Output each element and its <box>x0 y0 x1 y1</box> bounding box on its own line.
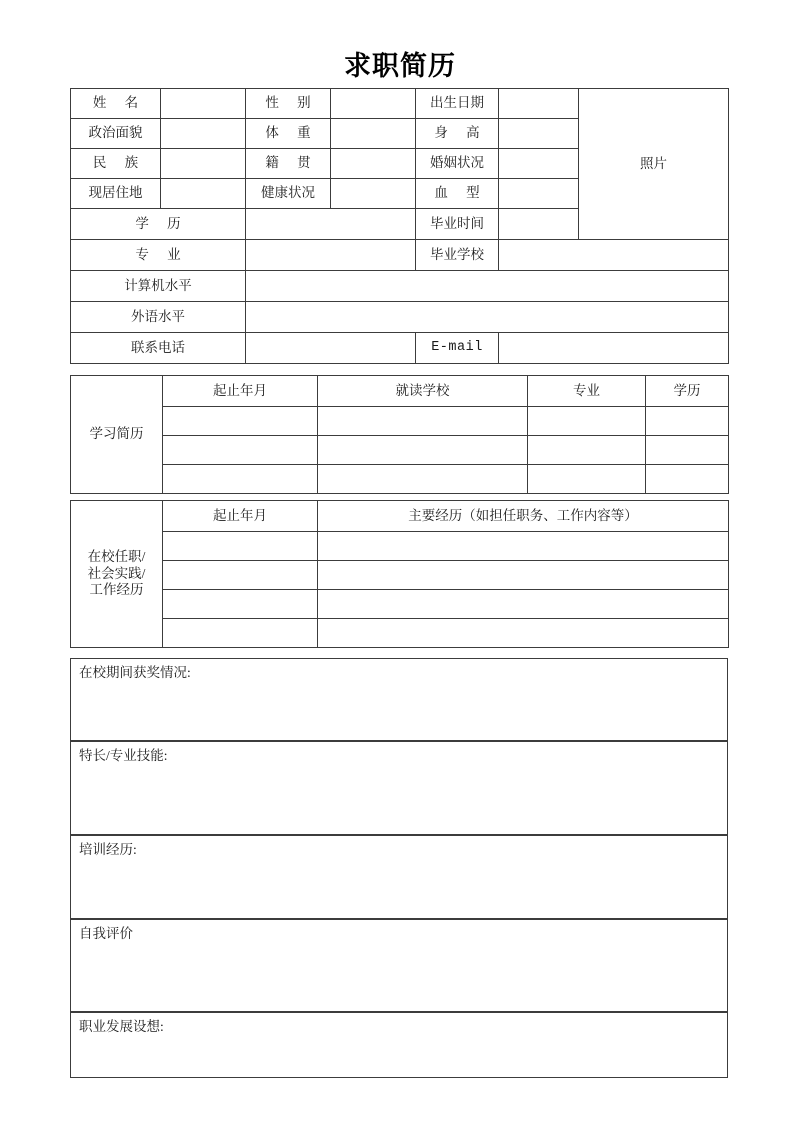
field-label-weight: 体 重 <box>246 119 331 149</box>
cell-period[interactable] <box>163 407 318 436</box>
cell-degree[interactable] <box>646 465 729 494</box>
table-row <box>71 302 729 333</box>
field-label-health: 健康状况 <box>246 179 331 209</box>
cell-period[interactable] <box>163 465 318 494</box>
cell-major[interactable] <box>528 465 646 494</box>
cell-main-experience[interactable] <box>318 619 729 648</box>
cell-degree[interactable] <box>646 407 729 436</box>
cell-major[interactable] <box>528 407 646 436</box>
section-caption-awards: 在校期间获奖情况: <box>79 665 191 680</box>
field-input-birthdate[interactable] <box>499 89 579 119</box>
field-input-graduation-school[interactable] <box>499 240 729 271</box>
column-header-period: 起止年月 <box>163 376 318 407</box>
cell-school[interactable] <box>318 465 528 494</box>
section-caption-skills: 特长/专业技能: <box>79 748 168 763</box>
study-history-table <box>70 375 729 494</box>
table-row <box>71 532 729 561</box>
field-label-computer-skill: 计算机水平 <box>71 271 246 302</box>
cell-period[interactable] <box>163 619 318 648</box>
field-input-marital-status[interactable] <box>499 149 579 179</box>
cell-period[interactable] <box>163 561 318 590</box>
table-row <box>71 240 729 271</box>
section-label-line: 工作经历 <box>89 582 144 598</box>
cell-main-experience[interactable] <box>318 590 729 619</box>
column-header-degree: 学历 <box>646 376 729 407</box>
section-awards[interactable] <box>70 658 728 741</box>
field-input-weight[interactable] <box>331 119 416 149</box>
field-label-marital-status: 婚姻状况 <box>416 149 499 179</box>
column-header-school: 就读学校 <box>318 376 528 407</box>
photo-placeholder[interactable]: 照片 <box>579 89 729 240</box>
section-career-plan[interactable] <box>70 1012 728 1078</box>
cell-degree[interactable] <box>646 436 729 465</box>
cell-school[interactable] <box>318 407 528 436</box>
column-header-period: 起止年月 <box>163 501 318 532</box>
section-caption-career-plan: 职业发展设想: <box>79 1019 164 1034</box>
section-caption-self-evaluation: 自我评价 <box>79 926 133 941</box>
field-input-email[interactable] <box>499 333 729 364</box>
cell-period[interactable] <box>163 436 318 465</box>
field-input-major[interactable] <box>246 240 416 271</box>
cell-period[interactable] <box>163 590 318 619</box>
field-input-phone[interactable] <box>246 333 416 364</box>
field-label-name: 姓 名 <box>71 89 161 119</box>
field-label-email: E-mail <box>416 333 499 364</box>
cell-school[interactable] <box>318 436 528 465</box>
field-label-major: 专 业 <box>71 240 246 271</box>
field-label-birthdate: 出生日期 <box>416 89 499 119</box>
field-label-native-place: 籍 贯 <box>246 149 331 179</box>
page-title: 求职简历 <box>344 51 456 81</box>
field-input-education-level[interactable] <box>246 209 416 240</box>
field-input-computer-skill[interactable] <box>246 271 729 302</box>
cell-main-experience[interactable] <box>318 532 729 561</box>
field-label-phone: 联系电话 <box>71 333 246 364</box>
table-row <box>71 436 729 465</box>
table-row <box>71 376 729 407</box>
section-skills[interactable] <box>70 741 728 835</box>
field-label-graduation-date: 毕业时间 <box>416 209 499 240</box>
field-label-gender: 性 别 <box>246 89 331 119</box>
field-input-political-status[interactable] <box>161 119 246 149</box>
table-row <box>71 333 729 364</box>
personal-info-table <box>70 88 729 364</box>
section-training[interactable] <box>70 835 728 919</box>
field-input-health[interactable] <box>331 179 416 209</box>
table-row <box>71 619 729 648</box>
table-row <box>71 561 729 590</box>
work-history-table <box>70 500 729 648</box>
table-row <box>71 501 729 532</box>
field-label-foreign-language: 外语水平 <box>71 302 246 333</box>
field-input-ethnicity[interactable] <box>161 149 246 179</box>
section-label-line: 社会实践/ <box>87 565 146 581</box>
cell-period[interactable] <box>163 532 318 561</box>
field-label-height: 身 高 <box>416 119 499 149</box>
field-input-native-place[interactable] <box>331 149 416 179</box>
field-label-education-level: 学 历 <box>71 209 246 240</box>
field-input-residence[interactable] <box>161 179 246 209</box>
section-caption-training: 培训经历: <box>79 842 137 857</box>
field-label-political-status: 政治面貌 <box>71 119 161 149</box>
table-row <box>71 89 729 119</box>
field-input-name[interactable] <box>161 89 246 119</box>
section-label-line: 在校任职/ <box>87 548 146 564</box>
section-label-study-history: 学习简历 <box>71 376 163 494</box>
table-row <box>71 465 729 494</box>
field-label-graduation-school: 毕业学校 <box>416 240 499 271</box>
column-header-major: 专业 <box>528 376 646 407</box>
table-row <box>71 590 729 619</box>
column-header-main-experience: 主要经历（如担任职务、工作内容等） <box>318 501 729 532</box>
field-input-foreign-language[interactable] <box>246 302 729 333</box>
field-input-graduation-date[interactable] <box>499 209 579 240</box>
field-label-blood-type: 血 型 <box>416 179 499 209</box>
field-input-gender[interactable] <box>331 89 416 119</box>
table-row <box>71 407 729 436</box>
field-input-height[interactable] <box>499 119 579 149</box>
cell-main-experience[interactable] <box>318 561 729 590</box>
section-label-work-history <box>71 501 163 648</box>
cell-major[interactable] <box>528 436 646 465</box>
table-row <box>71 271 729 302</box>
field-input-blood-type[interactable] <box>499 179 579 209</box>
field-label-residence: 现居住地 <box>71 179 161 209</box>
section-self-evaluation[interactable] <box>70 919 728 1012</box>
field-label-ethnicity: 民 族 <box>71 149 161 179</box>
